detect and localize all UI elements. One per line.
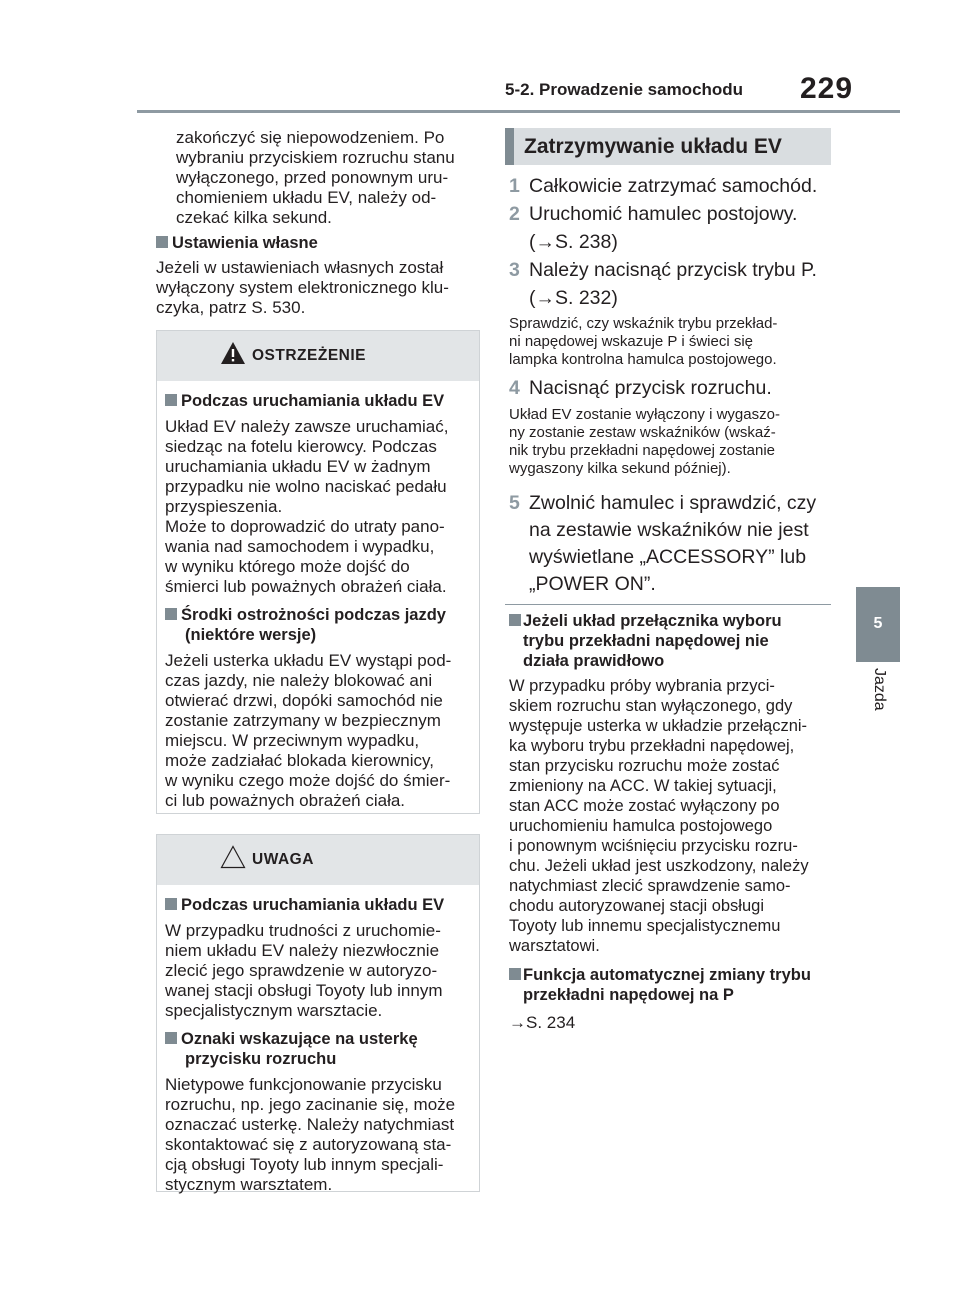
caution-heading-start: Podczas uruchamiania układu EV: [165, 895, 473, 915]
auto-park-reference: →S. 234: [509, 1013, 576, 1032]
bullet-square-icon: [165, 394, 177, 406]
section-title: 5-2. Prowadzenie samochodu: [505, 80, 744, 99]
step-3-note: Sprawdzić, czy wskaźnik trybu przekład- ni napędowej wskazuje P i świeci się lampka kontrolna hamulca postojowego.: [509, 315, 778, 368]
caution-paragraph-start: W przypadku trudności z uruchomie- niem układu EV należy niezwłocznie zlecić jego sprawdzenie w autoryzo- wanej stacji obsługi Toyoty lub innym specjalistycznym warsztacie.: [165, 921, 443, 1020]
caution-heading-signs: Oznaki wskazujące na usterkę przycisku rozruchu: [165, 1029, 473, 1069]
bullet-square-icon: [165, 608, 177, 620]
caution-box-header: [157, 835, 479, 885]
step-1: 1 Całkowicie zatrzymać samochód.: [509, 175, 818, 197]
step-3: 3 Należy nacisnąć przycisk trybu P. (→S. 232): [509, 259, 817, 309]
malfunction-paragraph: W przypadku próby wybrania przyci- skiem rozruchu stan wyłączonego, gdy występuje usterka w układzie przełączni- ka wyboru trybu przekładni napędowej, stan przycisku rozruchu może zostać zmieniony na ACC. W takiej sytuacji, stan ACC może zostać wyłączony po uruchomieniu hamulca postojowego i ponownym wciśnięciu przycisku rozru- chu. Jeżeli układ jest uszkodzony, należy natychmiast zlecić sprawdzenie samo- chodu autoryzowanej stacji obsługi Toyoty lub innemu specjalistycznemu warsztatowi.: [509, 677, 809, 955]
settings-paragraph: Jeżeli w ustawieniach własnych został wyłączony system elektronicznego klu- czyka, patrz S. 530.: [156, 258, 449, 317]
warning-box-title: OSTRZEŻENIE: [252, 347, 367, 364]
malfunction-heading: Jeżeli układ przełącznika wyboru trybu przekładni napędowej nie działa prawidłowo: [509, 611, 829, 671]
bullet-square-icon: [509, 968, 521, 980]
header-divider: [137, 110, 900, 113]
section-heading: Zatrzymywanie układu EV: [505, 128, 831, 165]
intro-paragraph: zakończyć się niepowodzeniem. Po wybraniu przyciskiem rozruchu stanu wyłączonego, przed ponownym uru- chomieniem układu EV, należy od- czekać kilka sekund.: [176, 128, 455, 227]
step-5: 5 Zwolnić hamulec i sprawdzić, czy na zestawie wskaźników nie jest wyświetlane „ACCESSORY” lub „POWER ON”.: [509, 492, 817, 595]
step-2: 2 Uruchomić hamulec postojowy. (→S. 238): [509, 203, 798, 253]
warning-triangle-icon: [220, 341, 246, 365]
auto-park-heading: Funkcja automatycznej zmiany trybu przekładni napędowej na P: [509, 965, 829, 1005]
bullet-square-icon: [165, 1032, 177, 1044]
warning-heading-start: Podczas uruchamiania układu EV: [165, 391, 473, 411]
caution-paragraph-signs: Nietypowe funkcjonowanie przycisku rozruchu, np. jego zacinanie się, może oznaczać usterkę. Należy natychmiast skontaktować się z autoryzowaną sta- cją obsługi Toyoty lub innym specjali- stycznym warsztatem.: [165, 1075, 456, 1194]
warning-heading-driving: Środki ostrożności podczas jazdy (niektóre wersje): [165, 605, 473, 645]
section-divider: [505, 604, 831, 605]
step-4: 4 Nacisnąć przycisk rozruchu.: [509, 377, 772, 399]
warning-box-header: [157, 331, 479, 381]
caution-triangle-icon: [220, 845, 246, 869]
settings-heading: Ustawienia własne: [156, 233, 318, 253]
bullet-square-icon: [156, 236, 168, 248]
step-4-note: Układ EV zostanie wyłączony i wygaszo- ny zostanie zestaw wskaźników (wskaź- nik trybu przekładni napędowej zostanie wygaszony kilka sekund później).: [509, 406, 780, 477]
chapter-label: Jazda: [871, 668, 888, 711]
page-number: 229: [800, 72, 854, 105]
caution-box: [156, 834, 480, 1192]
bullet-square-icon: [165, 898, 177, 910]
warning-box: [156, 330, 480, 814]
warning-paragraph-start: Układ EV należy zawsze uruchamiać, siedząc na fotelu kierowcy. Podczas uruchamiania układu EV w żadnym przypadku nie wolno naciskać pedału przyspieszenia. Może to doprowadzić do utraty pano- wania nad samochodem i wypadku, w wyniku którego może dojść do śmierci lub poważnych obrażeń ciała.: [165, 417, 449, 596]
chapter-tab: 5: [856, 587, 900, 662]
caution-box-title: UWAGA: [252, 851, 314, 868]
warning-paragraph-driving: Jeżeli usterka układu EV wystąpi pod- czas jazdy, nie należy blokować ani otwierać drzwi, dopóki samochód nie zostanie zatrzymany w bezpiecznym miejscu. W przeciwnym wypadku, może zadziałać blokada kierownicy, w wyniku czego może dojść do śmier- ci lub poważnych obrażeń ciała.: [165, 651, 452, 810]
bullet-square-icon: [509, 614, 521, 626]
